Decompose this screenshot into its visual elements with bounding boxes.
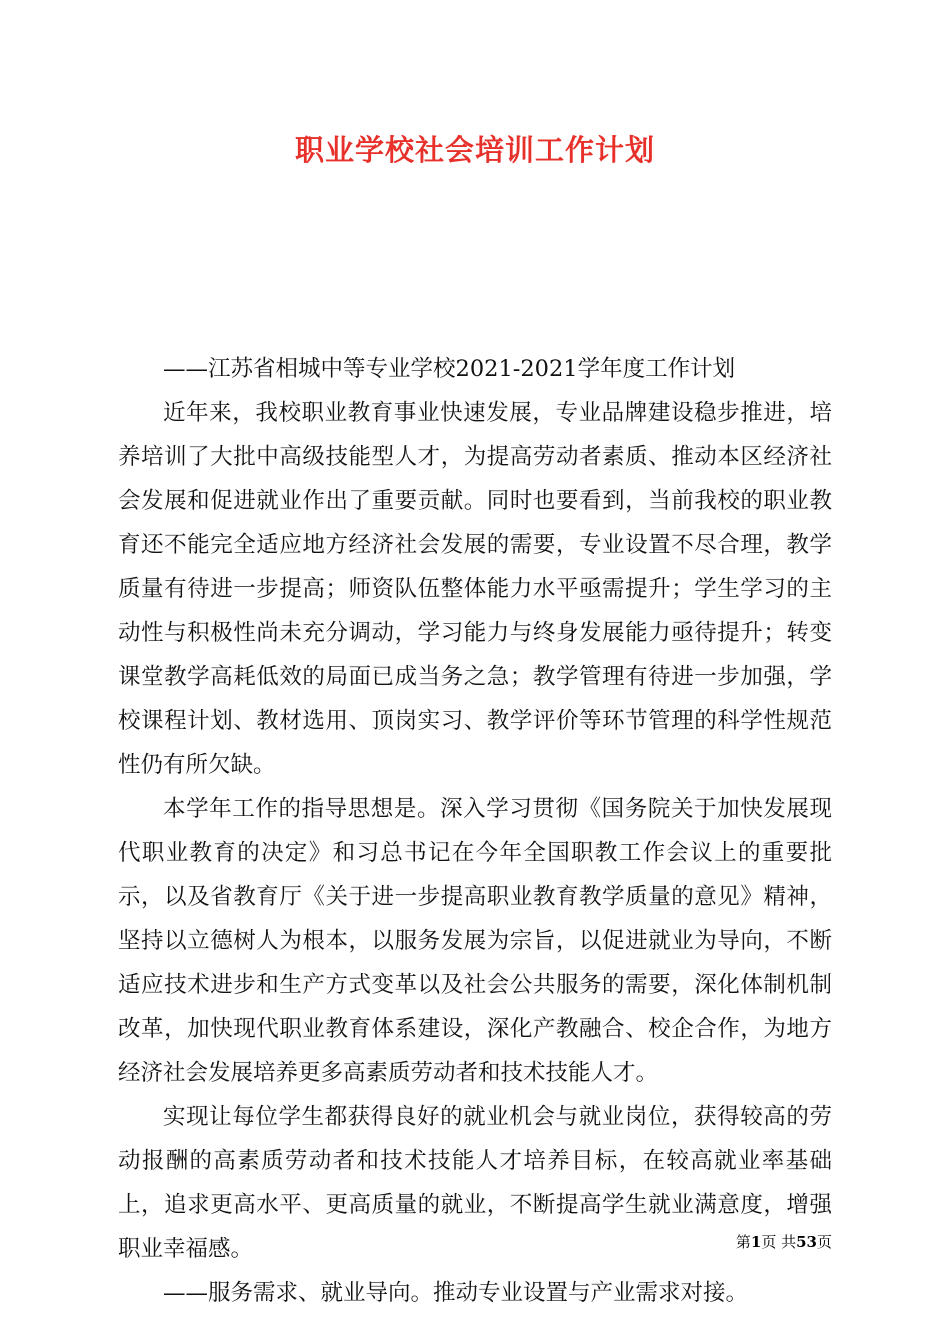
footer-prefix: 第 bbox=[735, 1233, 751, 1251]
page-footer bbox=[736, 1231, 832, 1252]
paragraph-subtitle: ——江苏省相城中等专业学校2021-2021学年度工作计划 bbox=[163, 356, 736, 382]
paragraph-4: ——服务需求、就业导向。推动专业设置与产业需求对接。 bbox=[163, 1280, 749, 1306]
paragraph-2: 本学年工作的指导思想是。深入学习贯彻《国务院关于加快发展现代职业教育的决定》和习总书记在今年全国职教工作会议上的重要批示，以及省教育厅《关于进一步提高职业教育教学质量的意见》精神，坚持以立德树人为根本，以服务发展为宗旨，以促进就业为导向，不断适应技术进步和生产方式变革以及社会公共服务的需要，深化体制机制改革，加快现代职业教育体系建设，深化产教融合、校企合作，为地方经济社会发展培养更多高素质劳动者和技术技能人才。 bbox=[118, 796, 832, 1086]
paragraph-3: 实现让每位学生都获得良好的就业机会与就业岗位，获得较高的劳动报酬的高素质劳动者和技术技能人才培养目标，在较高就业率基础上，追求更高水平、更高质量的就业，不断提高学生就业满意度，增强职业幸福感。 bbox=[118, 1104, 832, 1262]
footer-page-number: 1 bbox=[750, 1233, 762, 1251]
page-title: 职业学校社会培训工作计划 bbox=[294, 133, 655, 167]
footer-total-pages: 53 bbox=[796, 1233, 817, 1251]
footer-middle: 页 共 bbox=[761, 1233, 797, 1251]
paragraph-1: 近年来，我校职业教育事业快速发展，专业品牌建设稳步推进，培养培训了大批中高级技能型人才，为提高劳动者素质、推动本区经济社会发展和促进就业作出了重要贡献。同时也要看到，当前我校的职业教育还不能完全适应地方经济社会发展的需要，专业设置不尽合理，教学质量有待进一步提高；师资队伍整体能力水平亟需提升；学生学习的主动性与积极性尚未充分调动，学习能力与终身发展能力亟待提升；转变课堂教学高耗低效的局面已成当务之急；教学管理有待进一步加强，学校课程计划、教材选用、顶岗实习、教学评价等环节管理的科学性规范性仍有所欠缺。 bbox=[118, 400, 832, 778]
document-body bbox=[118, 347, 832, 1315]
footer-suffix: 页 bbox=[816, 1233, 832, 1251]
